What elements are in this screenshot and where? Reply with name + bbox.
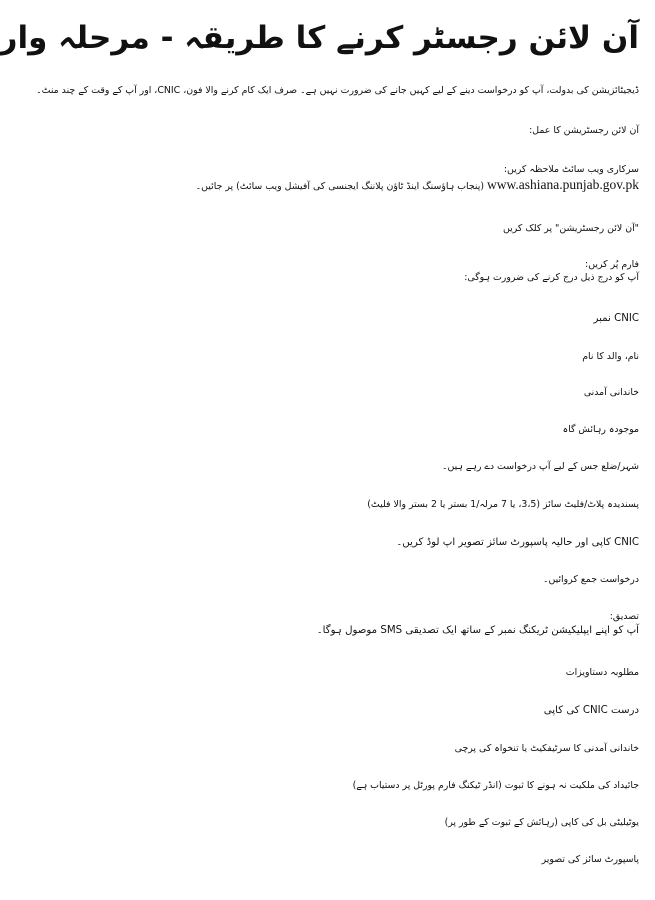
confirmation-heading: تصدیق: xyxy=(609,611,639,622)
website-step-description: (پنجاب ہاؤسنگ اینڈ ٹاؤن پلاننگ ایجنسی کی آفیشل ویب سائٹ) پر جائیں۔ xyxy=(195,181,485,192)
field-city-district: شہر/ضلع جس کے لیے آپ درخواست دے رہے ہیں۔ xyxy=(441,461,639,472)
page-title: آن لائن رجسٹر کرنے کا طریقہ - مرحلہ وار xyxy=(0,20,639,56)
fill-form-description: آپ کو درج ذیل درج کرنے کی ضرورت ہوگی: xyxy=(464,272,639,283)
website-step-line xyxy=(71,178,639,194)
field-name-father: نام، والد کا نام xyxy=(582,351,639,362)
field-cnic-number: CNIC نمبر xyxy=(593,313,639,324)
document-item: خاندانی آمدنی کا سرٹیفکیٹ یا تنخواہ کی پرچی xyxy=(454,743,639,754)
documents-heading: مطلوبہ دستاویزات xyxy=(565,667,639,678)
field-family-income: خاندانی آمدنی xyxy=(583,387,639,398)
fill-form-heading: فارم پُر کریں: xyxy=(585,259,639,270)
click-register-step: "آن لائن رجسٹریشن" پر کلک کریں xyxy=(502,223,639,234)
field-preferred-plot: پسندیدہ پلاٹ/فلیٹ سائز (3،5، یا 7 مرلہ/1 بستر یا 2 بستر والا فلیٹ) xyxy=(367,499,639,510)
document-item: پاسپورٹ سائز کی تصویر xyxy=(541,854,639,865)
document-item: درست CNIC کی کاپی xyxy=(543,705,639,716)
website-url-link[interactable]: www.ashiana.punjab.gov.pk xyxy=(487,177,639,192)
document-item: جائیداد کی ملکیت نہ ہونے کا ثبوت (انڈر ٹیکنگ فارم پورٹل پر دستیاب ہے) xyxy=(352,780,639,791)
upload-documents-step: CNIC کاپی اور حالیہ پاسپورٹ سائز تصویر اپ لوڈ کریں۔ xyxy=(396,537,639,548)
confirmation-description: آپ کو اپنے ایپلیکیشن ٹریکنگ نمبر کے ساتھ ایک تصدیقی SMS موصول ہوگا۔ xyxy=(316,625,639,636)
intro-paragraph: ڈیجیٹائزیشن کی بدولت، آپ کو درخواست دینے کے لیے کہیں جانے کی ضرورت نہیں ہے۔ صرف ایک کام کرنے والا فون، CNIC، اور آپ کے وقت کے چند منٹ۔ xyxy=(36,85,639,96)
field-current-residence: موجودہ رہائش گاہ xyxy=(562,424,639,435)
website-step-heading: سرکاری ویب سائٹ ملاحظہ کریں: xyxy=(503,164,639,175)
document-item: یوٹیلیٹی بل کی کاپی (رہائش کے ثبوت کے طور پر) xyxy=(444,817,639,828)
submit-application-step: درخواست جمع کروائیں۔ xyxy=(542,574,639,585)
process-heading: آن لائن رجسٹریشن کا عمل: xyxy=(529,125,639,136)
